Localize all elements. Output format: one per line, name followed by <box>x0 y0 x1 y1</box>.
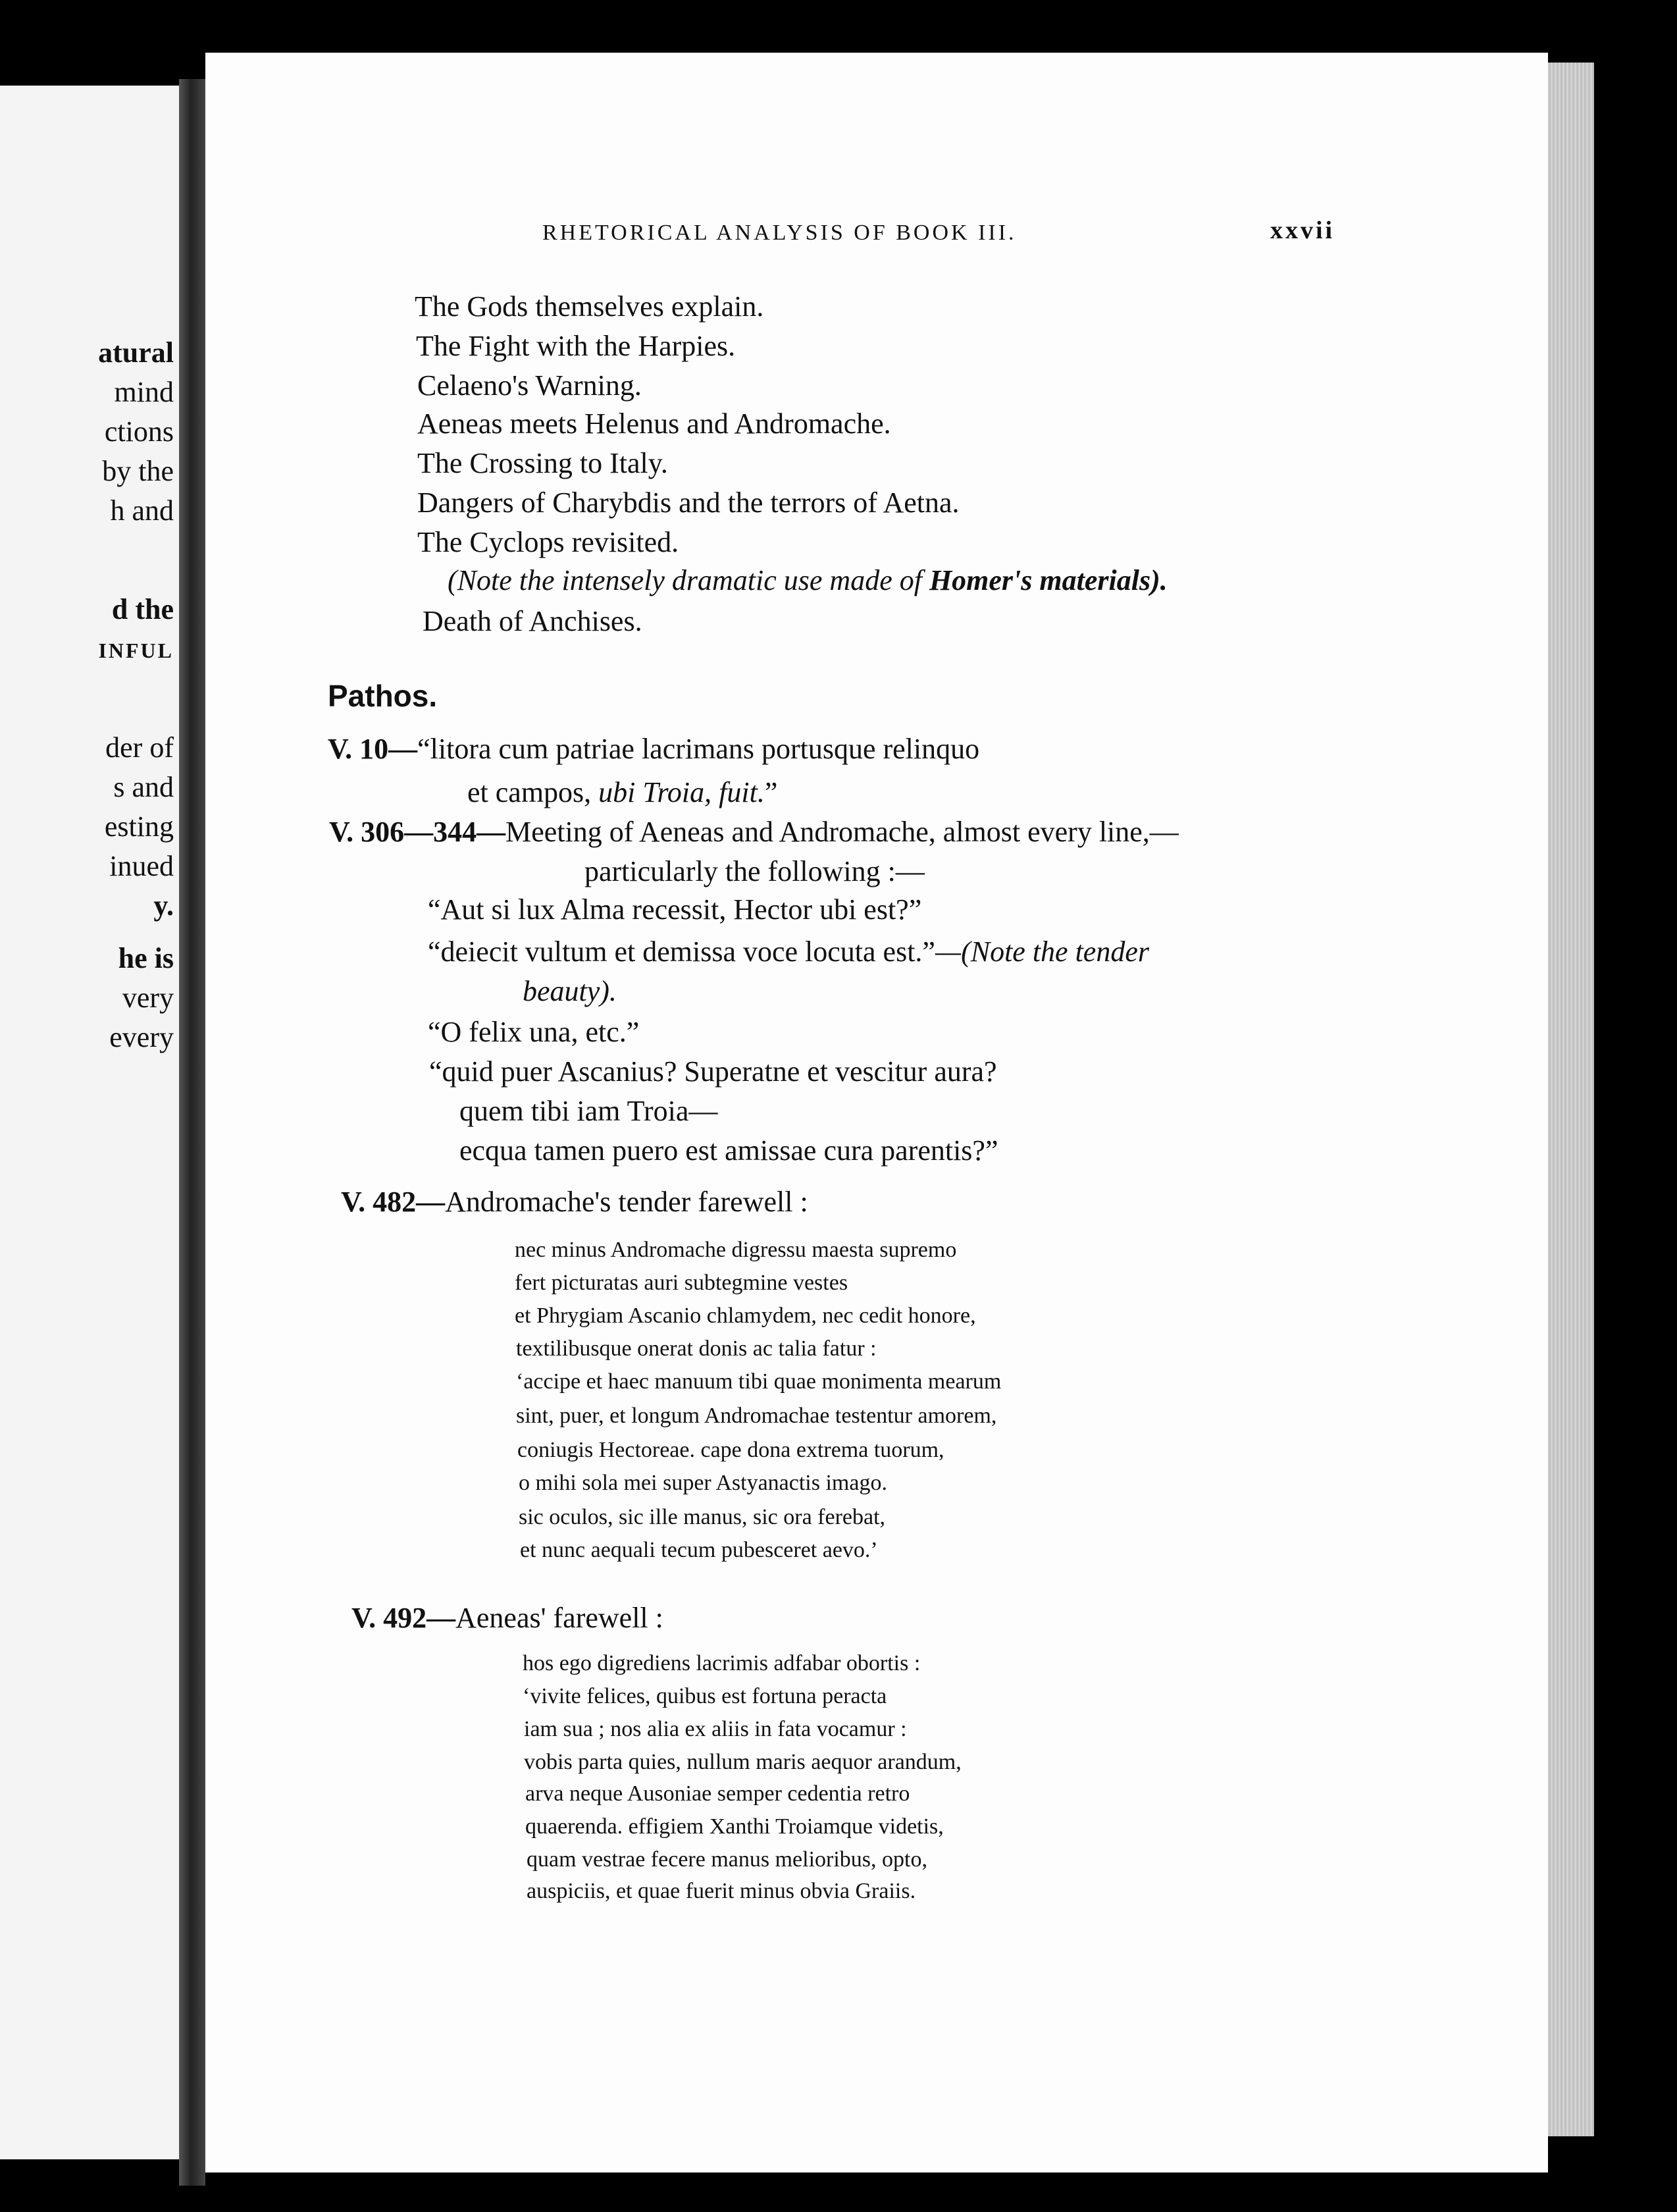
verse-description: Andromache's tender farewell : <box>445 1186 808 1218</box>
episode-item: The Gods themselves explain. <box>415 290 764 323</box>
verse-entry-v306 <box>329 815 1179 849</box>
latin-verse: nec minus Andromache digressu maesta supremo <box>515 1238 957 1262</box>
quote-line: “quid puer Ascanius? Superatne et vescitur aura? <box>429 1055 997 1088</box>
verse-ref: V. 306—344— <box>329 816 506 848</box>
left-line: atural <box>98 336 174 369</box>
running-head: RHETORICAL ANALYSIS OF BOOK III. <box>542 221 1017 245</box>
left-line: y. <box>153 889 174 922</box>
left-line: s and <box>113 771 174 803</box>
latin-verse: et nunc aequali tecum pubesceret aevo.’ <box>520 1538 878 1562</box>
latin-verse: vobis parta quies, nullum maris aequor arandum, <box>524 1750 962 1774</box>
left-line: ctions <box>104 415 174 448</box>
quote-line: “Aut si lux Alma recessit, Hector ubi est?” <box>428 893 922 926</box>
quote-text: “deiecit vultum et demissa voce locuta est.” <box>428 935 935 968</box>
quote-text: et campos, <box>467 776 599 808</box>
quote-line: “litora cum patriae lacrimans portusque relinquo <box>417 733 980 765</box>
quote-line: ecqua tamen puero est amissae cura parentis?” <box>459 1134 998 1167</box>
left-line: mind <box>114 376 174 408</box>
verse-ref: V. 492— <box>351 1602 456 1634</box>
verse-ref: V. 10— <box>328 733 418 765</box>
quote-line: “O felix una, etc.” <box>428 1016 640 1048</box>
verse-ref: V. 482— <box>341 1186 446 1218</box>
episode-item: The Cyclops revisited. <box>417 526 679 558</box>
quote-italic: ubi Troia, fuit. <box>598 776 765 808</box>
left-line: he is <box>118 942 174 974</box>
episode-item: The Crossing to Italy. <box>417 447 668 479</box>
latin-verse: hos ego digrediens lacrimis adfabar obortis : <box>523 1651 921 1675</box>
left-line: inued <box>109 850 174 882</box>
quote-close: ” <box>764 776 778 808</box>
left-line: h and <box>110 494 174 527</box>
homer-note-text: (Note the intensely dramatic use made of <box>448 564 929 596</box>
verse-description: Meeting of Aeneas and Andromache, almost every line,— <box>505 816 1179 848</box>
latin-verse: fert picturatas auri subtegmine vestes <box>515 1271 848 1295</box>
tender-note-cont: beauty). <box>523 975 617 1007</box>
latin-verse: quam vestrae fecere manus melioribus, opto, <box>527 1847 927 1872</box>
left-line: very <box>122 982 174 1014</box>
left-line: esting <box>104 810 174 843</box>
latin-verse: arva neque Ausoniae semper cedentia retro <box>525 1781 910 1806</box>
episode-item: Celaeno's Warning. <box>417 369 642 402</box>
homer-note <box>448 564 1168 597</box>
right-page <box>205 53 1548 2172</box>
quote-line <box>428 935 1149 968</box>
left-line: every <box>109 1021 174 1053</box>
latin-verse: quaerenda. effigiem Xanthi Troiamque videtis, <box>525 1814 944 1839</box>
tender-note: —(Note the tender <box>935 935 1149 968</box>
latin-verse: iam sua ; nos alia ex aliis in fata vocamur : <box>524 1717 907 1741</box>
left-line: der of <box>105 731 174 764</box>
verse-entry-v482 <box>341 1185 808 1219</box>
verse-description: Aeneas' farewell : <box>455 1602 663 1634</box>
quote-line: quem tibi iam Troia— <box>459 1095 718 1127</box>
section-heading-pathos: Pathos. <box>328 679 438 713</box>
episode-item: Aeneas meets Helenus and Andromache. <box>417 408 891 440</box>
latin-verse: et Phrygiam Ascanio chlamydem, nec cedit honore, <box>515 1304 976 1328</box>
latin-verse: sic oculos, sic ille manus, sic ora ferebat, <box>519 1505 886 1529</box>
latin-verse: o mihi sola mei super Astyanactis imago. <box>519 1471 887 1495</box>
left-line: d the <box>111 593 174 625</box>
left-line: by the <box>102 455 174 487</box>
episode-item: The Fight with the Harpies. <box>416 330 736 362</box>
homer-note-emphasis: Homer's materials). <box>929 564 1168 596</box>
left-page-fragment <box>0 86 179 2159</box>
latin-verse: ‘accipe et haec manuum tibi quae monimenta mearum <box>516 1369 1002 1394</box>
verse-description-cont: particularly the following :— <box>584 855 925 887</box>
latin-verse: sint, puer, et longum Andromachae testentur amorem, <box>516 1404 997 1428</box>
page-edges <box>1548 63 1594 2136</box>
quote-line <box>467 776 777 809</box>
book-gutter <box>179 79 205 2186</box>
verse-entry-v10 <box>328 732 979 766</box>
verse-entry-v492 <box>351 1601 663 1635</box>
folio: xxvii <box>1270 217 1335 244</box>
latin-verse: coniugis Hectoreae. cape dona extrema tuorum, <box>517 1438 944 1462</box>
left-line: INFUL <box>98 639 174 662</box>
latin-verse: auspiciis, et quae fuerit minus obvia Graiis. <box>527 1879 916 1903</box>
episode-item: Death of Anchises. <box>423 605 642 637</box>
episode-item: Dangers of Charybdis and the terrors of Aetna. <box>417 487 960 519</box>
latin-verse: textilibusque onerat donis ac talia fatur : <box>516 1336 877 1361</box>
latin-verse: ‘vivite felices, quibus est fortuna peracta <box>523 1684 887 1708</box>
